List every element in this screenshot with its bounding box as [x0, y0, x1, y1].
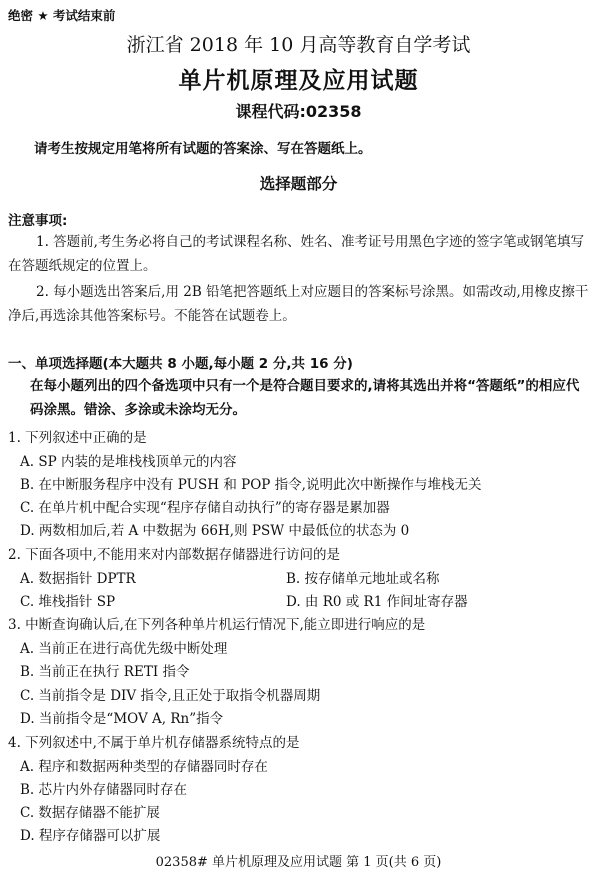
- subject-title: 单片机原理及应用试题: [178, 68, 419, 94]
- page-footer: 02358# 单片机原理及应用试题 第 1 页(共 6 页): [155, 855, 442, 870]
- confidential-mark: 绝密 ★ 考试结束前: [8, 8, 116, 23]
- question-1-option-b: B. 在中断服务程序中没有 PUSH 和 POP 指令,说明此次中断操作与堆栈无关: [20, 477, 482, 493]
- notice-item-2: 2. 每小题选出答案后,用 2B 铅笔把答题纸上对应题目的答案标号涂黑。如需改动,用橡皮擦干净后,再选涂其他答案标号。不能答在试题卷上。: [8, 284, 589, 324]
- question-3-option-c: C. 当前指令是 DIV 指令,且正处于取指令机器周期: [20, 688, 321, 704]
- exam-title: 浙江省 2018 年 10 月高等教育自学考试: [126, 34, 471, 56]
- question-1-option-a: A. SP 内装的是堆栈栈顶单元的内容: [20, 454, 237, 470]
- question-2-option-c: C. 堆栈指针 SP: [20, 594, 116, 610]
- section-heading: 一、单项选择题(本大题共 8 小题,每小题 2 分,共 16 分): [8, 356, 353, 372]
- section-instruction: 在每小题列出的四个备选项中只有一个是符合题目要求的,请将其选出并将“答题纸”的相应代码涂黑。错涂、多涂或未涂均无分。: [30, 378, 580, 418]
- part-title: 选择题部分: [259, 175, 338, 193]
- question-3-option-a: A. 当前正在进行高优先级中断处理: [20, 641, 228, 657]
- question-4-option-b: B. 芯片内外存储器同时存在: [20, 782, 188, 798]
- answer-instruction: 请考生按规定用笔将所有试题的答案涂、写在答题纸上。: [34, 141, 372, 157]
- question-4-stem: 4. 下列叙述中,不属于单片机存储器系统特点的是: [8, 735, 300, 751]
- question-2-option-b: B. 按存储单元地址或名称: [286, 571, 440, 587]
- question-4-option-c: C. 数据存储器不能扩展: [20, 805, 160, 821]
- question-4-option-d: D. 程序存储器可以扩展: [20, 828, 161, 844]
- question-2-stem: 2. 下面各项中,不能用来对内部数据存储器进行访问的是: [8, 547, 340, 563]
- question-1-option-c: C. 在单片机中配合实现“程序存储自动执行”的寄存器是累加器: [20, 500, 390, 516]
- notice-heading: 注意事项:: [8, 213, 68, 229]
- course-code: 课程代码:02358: [235, 102, 362, 121]
- question-2-option-a: A. 数据指针 DPTR: [20, 571, 136, 587]
- question-2-option-d: D. 由 R0 或 R1 作间址寄存器: [286, 594, 468, 610]
- question-3-option-b: B. 当前正在执行 RETI 指令: [20, 664, 190, 680]
- question-3-stem: 3. 中断查询确认后,在下列各种单片机运行情况下,能立即进行响应的是: [8, 617, 426, 633]
- question-1-stem: 1. 下列叙述中正确的是: [8, 430, 147, 446]
- question-4-option-a: A. 程序和数据两种类型的存储器同时存在: [20, 759, 268, 775]
- question-3-option-d: D. 当前指令是“MOV A, Rn”指令: [20, 711, 224, 727]
- question-1-option-d: D. 两数相加后,若 A 中数据为 66H,则 PSW 中最低位的状态为 0: [20, 523, 410, 539]
- notice-item-1: 1. 答题前,考生务必将自己的考试课程名称、姓名、准考证号用黑色字迹的签字笔或钢笔填写在答题纸规定的位置上。: [8, 234, 584, 274]
